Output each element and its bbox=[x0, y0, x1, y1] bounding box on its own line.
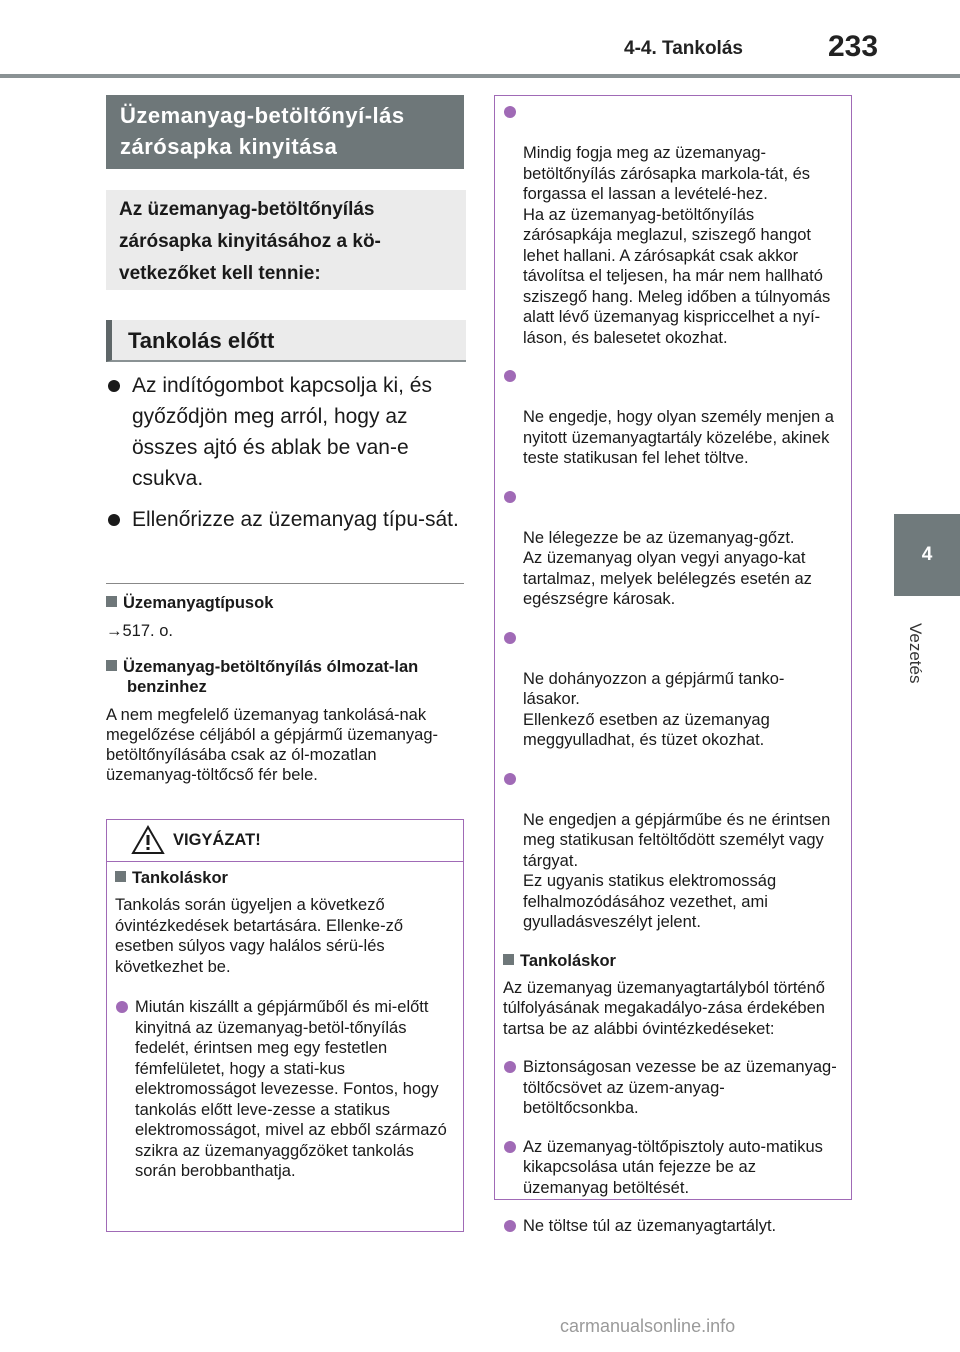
list-item-text: Az üzemanyag-töltőpisztoly auto-matikus kikapcsolása után fejezze be az üzemanyag betöltését. bbox=[523, 1137, 823, 1197]
note-body: A nem megfelelő üzemanyag tankolásá-nak megelőzése céljából a gépjármű üzemanyag-betöltőnyílásába csak az ól-mozatlan üzemanyag-töltőcső fér bele. bbox=[106, 706, 439, 784]
note-body: →517. o. bbox=[106, 622, 173, 640]
warning-section-title: Tankoláskor bbox=[115, 868, 451, 888]
chapter-label: Vezetés bbox=[906, 622, 925, 684]
list-item bbox=[503, 1216, 839, 1237]
intro-box: Az üzemanyag-betöltőnyílás zárósapka kinyitásához a kö-vetkezőket kell tennie: bbox=[106, 190, 466, 290]
bullet-icon bbox=[108, 380, 120, 392]
list-item bbox=[115, 997, 451, 1182]
list-item bbox=[503, 366, 839, 469]
bullet-icon bbox=[504, 491, 516, 503]
warning-triangle-icon bbox=[131, 825, 165, 855]
section-title: 4-4. Tankolás bbox=[624, 38, 743, 59]
warning-section-title: Tankoláskor bbox=[503, 951, 839, 971]
warning-header bbox=[107, 820, 463, 862]
bullet-icon bbox=[504, 632, 516, 644]
list-item bbox=[503, 1057, 839, 1119]
square-bullet-icon bbox=[503, 954, 514, 965]
list-item-text: Ne lélegezze be az üzemanyag-gőzt. Az üzemanyag olyan vegyi anyago-kat tartalmaz, melyek belélegzés esetén az egészségre károsak. bbox=[523, 528, 812, 608]
warning-box bbox=[106, 819, 464, 1232]
bullet-icon bbox=[504, 773, 516, 785]
list-item bbox=[503, 769, 839, 933]
square-bullet-icon bbox=[106, 596, 117, 607]
list-item-text: Biztonságosan vezesse be az üzemanyag-töltőcsövet az üzem-anyag-betöltőcsonkba. bbox=[523, 1058, 837, 1117]
bullet-icon bbox=[504, 106, 516, 118]
bullet-icon bbox=[504, 1141, 516, 1153]
chapter-tab bbox=[894, 514, 960, 596]
bullet-icon bbox=[504, 370, 516, 382]
list-item-text: Ne dohányozzon a gépjármű tanko-lásakor. Ellenkező esetben az üzemanyag meggyulladhat, és tüzet okozhat. bbox=[523, 669, 785, 749]
list-item-text: Ne engedjen a gépjárműbe és ne érintsen meg statikusan feltöltődött személyt vagy tárgyat. Ez ugyanis statikus elektromosság felhalmozódásához vezethet, ami gyulladásveszélyt jelent. bbox=[523, 810, 831, 931]
warning-continuation-box bbox=[494, 95, 852, 1235]
warning-intro: Tankolás során ügyeljen a következő óvintézkedések betartására. Ellenke-ző esetben súlyos vagy halálos sérü-lés következhet be. bbox=[115, 896, 403, 976]
warning-section-intro: Az üzemanyag üzemanyagtartályból történő túlfolyásának megakadályo-zása érdekében tartsa be az alábbi óvintézkedéseket: bbox=[503, 978, 825, 1038]
list-item-text: Miután kiszállt a gépjárműből és mi-előtt kinyitná az üzemanyag-betöl-tőnyílás fedelét, érintsen meg egy festetlen fémfelületet, hogy a stati-kus elektromosságot levezesse. Fontos, hogy tankolás előtt leve-zesse a statikus elektromosságot, mivel az ebből származó szikra az üzemanyaggőzöket tankolás során berobbanthatja. bbox=[135, 998, 447, 1180]
note-title: Üzemanyagtípusok bbox=[106, 593, 466, 613]
bullet-icon bbox=[108, 514, 120, 526]
list-item-text: Az indítógombot kapcsolja ki, és győződjön meg arról, hogy az összes ajtó és ablak be van-e csukva. bbox=[132, 374, 432, 490]
bullet-icon bbox=[504, 1061, 516, 1073]
bullet-icon bbox=[116, 1001, 128, 1013]
main-heading: Üzemanyag-betöltőnyí-lás zárósapka kinyitása bbox=[106, 95, 464, 169]
list-item bbox=[503, 487, 839, 610]
list-item-text: Mindig fogja meg az üzemanyag-betöltőnyílás zárósapka markola-tát, és forgassa el lassan a levételé-hez. Ha az üzemanyag-betöltőnyílás zárósapkája meglazul, sziszegő hangot lehet hallani. A zárósapkát csak akkor távolítsa el teljesen, ha már nem hallható sziszegő hang. Meleg időben a túlnyomás alatt lévő üzemanyag kispriccelhet a nyí-láson, és balesetet okozhat. bbox=[523, 144, 831, 347]
list-item-text: Ne engedje, hogy olyan személy menjen a nyitott üzemanyagtartály közelébe, akinek teste statikusan fel lehet töltve. bbox=[523, 408, 834, 467]
list-item bbox=[503, 628, 839, 751]
watermark: carmanualsonline.info bbox=[560, 1316, 736, 1336]
list-item bbox=[503, 1137, 839, 1199]
divider bbox=[106, 583, 464, 584]
list-item bbox=[503, 102, 839, 348]
list-item bbox=[106, 504, 468, 535]
precheck-list bbox=[106, 370, 468, 545]
list-item bbox=[106, 370, 468, 494]
square-bullet-icon bbox=[106, 660, 117, 671]
list-item-text: Ellenőrizze az üzemanyag típu-sát. bbox=[132, 508, 459, 531]
note-title: Üzemanyag-betöltőnyílás ólmozat-lan benzinhez bbox=[106, 657, 466, 697]
square-bullet-icon bbox=[115, 871, 126, 882]
list-item-text: Ne töltse túl az üzemanyagtartályt. bbox=[523, 1217, 777, 1235]
warning-title: VIGYÁZAT! bbox=[173, 831, 261, 849]
chapter-number: 4 bbox=[921, 544, 933, 565]
header-divider bbox=[0, 74, 960, 78]
bullet-icon bbox=[504, 1220, 516, 1232]
sub-heading: Tankolás előtt bbox=[106, 320, 466, 362]
fuel-notes bbox=[106, 593, 466, 785]
page-number: 233 bbox=[828, 30, 879, 63]
